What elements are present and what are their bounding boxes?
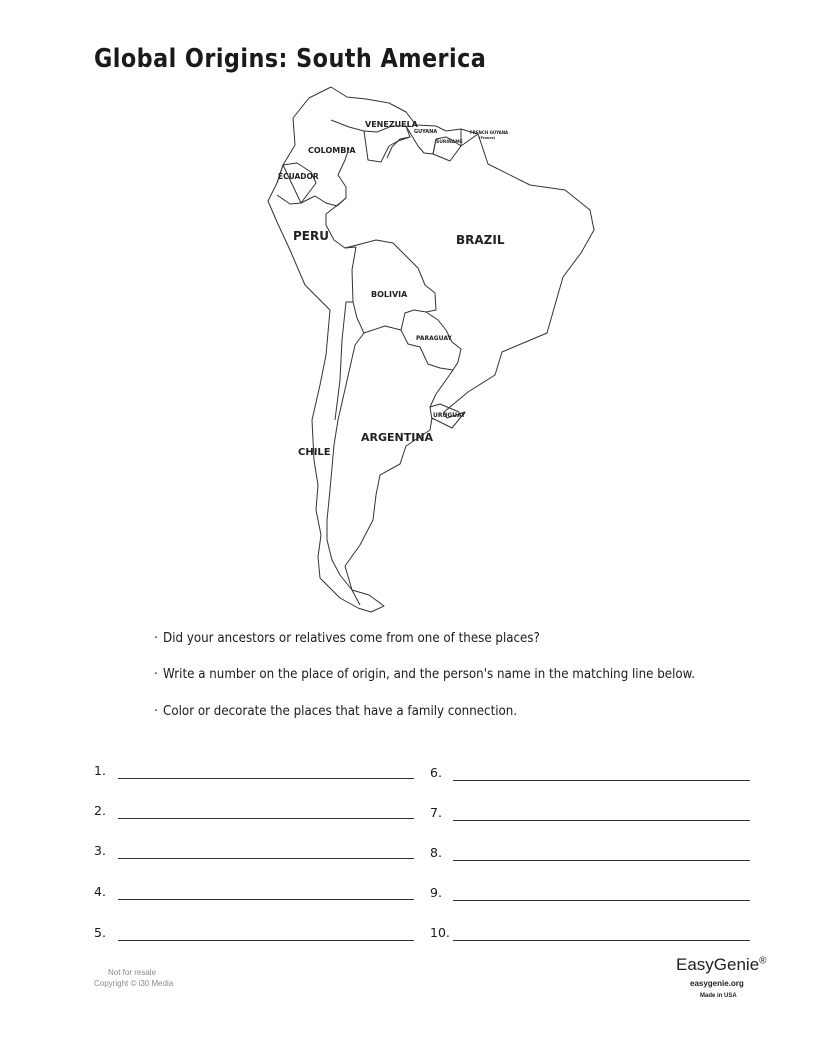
footer-legal — [94, 967, 173, 989]
instruction-text: Write a number on the place of origin, and the person's name in the matching line below. — [163, 666, 696, 682]
label-peru: PERU — [293, 229, 329, 243]
bullet: · — [154, 666, 158, 682]
label-guyana: GUYANA — [414, 129, 438, 135]
line-number: 3. — [94, 843, 106, 858]
write-line[interactable] — [118, 899, 414, 900]
page-title: Global Origins: South America — [94, 44, 487, 74]
instruction-item — [154, 630, 540, 646]
brand-logo — [676, 955, 767, 975]
bullet: · — [154, 703, 158, 719]
label-ecuador: ECUADOR — [278, 172, 319, 181]
write-line[interactable] — [453, 940, 750, 941]
label-uruguay: URUGUAY — [433, 412, 466, 419]
line-number: 5. — [94, 925, 106, 940]
line-number: 8. — [430, 845, 442, 860]
line-number: 7. — [430, 805, 442, 820]
line-number: 9. — [430, 885, 442, 900]
label-french-guiana: FRENCH GUYANA — [470, 130, 509, 135]
label-bolivia: BOLIVIA — [371, 290, 408, 299]
write-line[interactable] — [453, 820, 750, 821]
write-line[interactable] — [118, 858, 414, 859]
label-suriname: SURINAME — [436, 140, 463, 145]
not-for-resale: Not for resale — [108, 968, 157, 977]
write-line[interactable] — [118, 778, 414, 779]
line-number: 1. — [94, 763, 106, 778]
instruction-text: Color or decorate the places that have a family connection. — [163, 703, 518, 719]
write-line[interactable] — [453, 780, 750, 781]
label-french-guiana-note: (France) — [479, 136, 496, 140]
line-number: 10. — [430, 925, 450, 940]
label-brazil: BRAZIL — [456, 233, 505, 247]
label-paraguay: PARAGUAY — [416, 335, 452, 342]
registered-mark: ® — [759, 955, 767, 967]
write-line[interactable] — [118, 940, 414, 941]
line-number: 2. — [94, 803, 106, 818]
label-chile: CHILE — [298, 447, 331, 458]
write-line[interactable] — [118, 818, 414, 819]
country-labels — [278, 120, 509, 458]
instruction-item — [154, 703, 517, 719]
brand-url[interactable]: easygenie.org — [690, 979, 744, 988]
write-line[interactable] — [453, 860, 750, 861]
made-in-label: Made in USA — [700, 993, 737, 999]
instruction-item — [154, 666, 695, 682]
line-number: 4. — [94, 884, 106, 899]
copyright: Copyright © i30 Media — [94, 979, 174, 988]
write-line[interactable] — [453, 900, 750, 901]
line-number: 6. — [430, 765, 442, 780]
continent-outline — [268, 87, 594, 612]
bullet: · — [154, 630, 158, 646]
label-argentina: ARGENTINA — [361, 431, 434, 444]
brand-name: EasyGenie — [676, 955, 760, 974]
label-colombia: COLOMBIA — [308, 146, 356, 155]
instruction-text: Did your ancestors or relatives come from one of these places? — [163, 630, 540, 646]
label-venezuela: VENEZUELA — [365, 120, 418, 129]
